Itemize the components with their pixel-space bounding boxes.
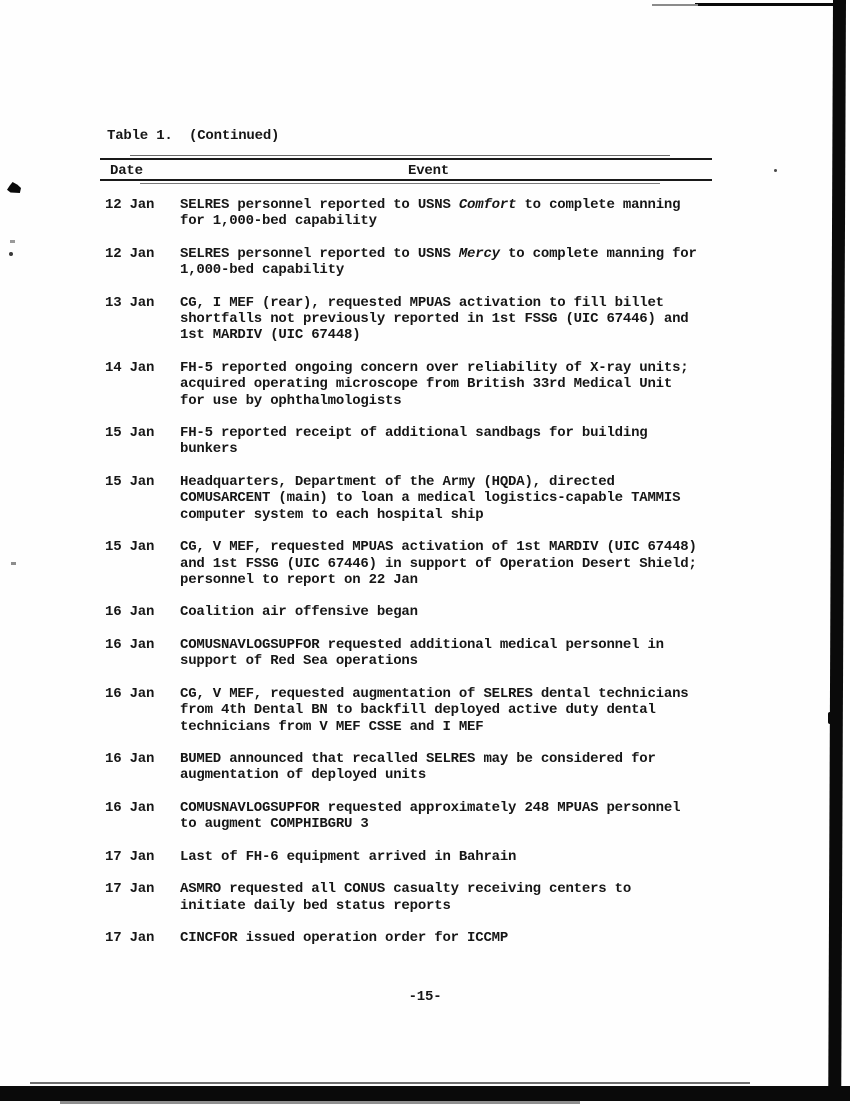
event-cell: ASMRO requested all CONUS casualty receiving centers to initiate daily bed status reports [180,881,632,914]
scan-artifact-speck [774,169,777,172]
date-cell: 16 Jan [105,751,155,768]
event-cell: COMUSNAVLOGSUPFOR requested approximately 248 MPUAS personnel to augment COMPHIBGRU 3 [180,799,681,833]
page-number: -15- [408,989,442,1005]
event-cell: CINCFOR issued operation order for ICCMP [180,930,509,947]
date-cell: 17 Jan [105,930,155,947]
scan-artifact-bottom-edge-bar [0,1086,850,1101]
date-cell: 13 Jan [105,294,155,311]
event-cell: Coalition air offensive began [180,604,418,621]
table-row [105,800,720,833]
scan-artifact-bottom-gray-line [60,1101,580,1104]
event-cell: Last of FH-6 equipment arrived in Bahrain [180,848,517,865]
table-row [105,360,720,409]
event-cell: COMUSNAVLOGSUPFOR requested additional medical personnel in support of Red Sea operations [180,637,664,670]
table-rule-header-bottom [100,179,712,181]
table-row [105,849,720,865]
event-cell: BUMED announced that recalled SELRES may be considered for augmentation of deployed units [180,751,656,784]
event-cell: Headquarters, Department of the Army (HQDA), directed COMUSARCENT (main) to loan a medical logistics-capable TAMMIS computer system to each hospital ship [180,474,681,523]
table-row [105,686,720,735]
scan-artifact-right-notch [828,712,834,724]
date-cell: 12 Jan [105,245,155,262]
column-header-event: Event [408,163,450,179]
scan-artifact-right-edge-bar [828,0,846,1101]
date-cell: 17 Jan [105,881,155,898]
scan-artifact-top-edge-line [695,3,833,6]
table-rule-top-ghost [130,155,670,156]
table-row [105,474,720,523]
event-cell: CG, V MEF, requested augmentation of SELRES dental technicians from 4th Dental BN to backfill deployed active duty dental technicians from V MEF CSSE and I MEF [180,685,689,735]
table-body [105,197,720,963]
event-cell: SELRES personnel reported to USNS Mercy to complete manning for 1,000-bed capability [180,245,697,279]
column-header-date: Date [110,163,143,179]
scan-artifact-left-margin-blob [7,182,21,193]
event-cell: SELRES personnel reported to USNS Comfort to complete manning for 1,000-bed capability [180,197,681,230]
table-row [105,246,720,279]
date-cell: 12 Jan [105,197,155,213]
date-cell: 15 Jan [105,425,155,442]
date-cell: 16 Jan [105,685,155,702]
table-row [105,637,720,670]
date-cell: 17 Jan [105,848,155,865]
date-cell: 15 Jan [105,474,155,491]
date-cell: 16 Jan [105,637,155,654]
table-row [105,295,720,344]
table-row [105,751,720,784]
event-cell: FH-5 reported receipt of additional sandbags for building bunkers [180,425,648,458]
table-row [105,881,720,914]
scan-artifact-speck [9,252,13,256]
scan-artifact-speck [11,562,16,565]
date-cell: 15 Jan [105,539,155,556]
table-row [105,539,720,588]
table-rule-top [100,158,712,160]
scan-artifact-speck [10,240,15,243]
table-title: Table 1. (Continued) [107,128,280,144]
scan-artifact-top-edge-fade [652,4,698,6]
event-cell: CG, I MEF (rear), requested MPUAS activation to fill billet shortfalls not previously reported in 1st FSSG (UIC 67446) and 1st MARDIV (UIC 67448) [180,294,689,344]
event-cell: CG, V MEF, requested MPUAS activation of 1st MARDIV (UIC 67448) and 1st FSSG (UIC 67446) in support of Operation Desert Shield; personnel to report on 22 Jan [180,539,697,588]
date-cell: 16 Jan [105,799,155,816]
table-row [105,425,720,458]
event-cell: FH-5 reported ongoing concern over reliability of X-ray units; acquired operating microscope from British 33rd Medical Unit for use by ophthalmologists [180,359,689,409]
table-row [105,197,720,230]
date-cell: 16 Jan [105,604,155,621]
date-cell: 14 Jan [105,359,155,376]
table-row [105,604,720,620]
scan-artifact-bottom-edge-fade [30,1082,750,1084]
table-row [105,930,720,946]
table-rule-header-bottom-ghost [140,183,660,184]
